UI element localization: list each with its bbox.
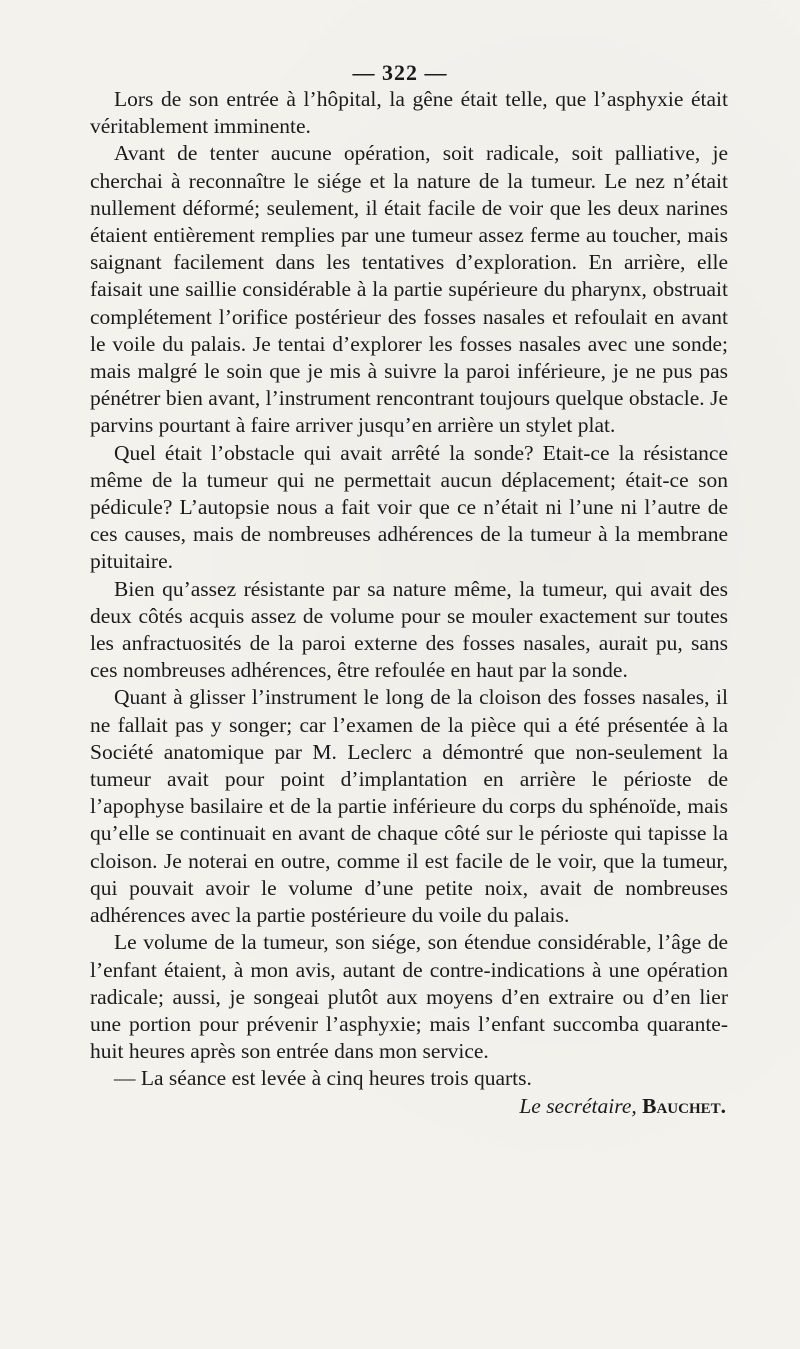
- paragraph-6: Le volume de la tumeur, son siége, son étendue considérable, l’âge de l’enfant étaient, à mon avis, autant de contre-indications à une opération radicale; aussi, je songeai plutôt aux moyens d’en extraire ou d’en lier une portion pour prévenir l’asphyxie; mais l’enfant succomba quarante-huit heures après son entrée dans mon service.: [90, 930, 728, 1064]
- session-closing-line: — La séance est levée à cinq heures trois quarts.: [114, 1066, 532, 1091]
- signature: [90, 1093, 728, 1120]
- paragraph-3: Quel était l’obstacle qui avait arrêté la sonde? Etait-ce la résistance même de la tumeur qui ne permettait aucun déplacement; était-ce son pédicule? L’autopsie nous a fait voir que ce n’était ni l’une ni l’autre de ces causes, mais de nombreuses adhérences de la tumeur à la membrane pituitaire.: [90, 440, 728, 574]
- paragraph-2: Avant de tenter aucune opération, soit radicale, soit palliative, je cherchai à reconnaître le siége et la nature de la tumeur. Le nez n’était nullement déformé; seulement, il était facile de voir que les deux narines étaient entièrement remplies par une tumeur assez ferme au toucher, mais saignant facilement dans les tentatives d’exploration. En arrière, elle faisait une saillie considérable à la partie supérieure du pharynx, obstruait complétement l’orifice postérieur des fosses nasales et refoulait en avant le voile du palais. Je tentai d’explorer les fosses nasales avec une sonde; mais malgré le soin que je mis à suivre la paroi inférieure, je ne pus pas pénétrer bien avant, l’instrument rencontrant toujours quelque obstacle. Je parvins pourtant à faire arriver jusqu’en arrière un stylet plat.: [90, 141, 728, 438]
- paragraph-4: Bien qu’assez résistante par sa nature même, la tumeur, qui avait des deux côtés acquis assez de volume pour se mouler exactement sur toutes les anfractuosités de la paroi externe des fosses nasales, aurait pu, sans ces nombreuses adhérences, être refoulée en haut par la sonde.: [90, 576, 728, 683]
- body-text: [90, 86, 728, 1120]
- paragraph-1: Lors de son entrée à l’hôpital, la gêne était telle, que l’asphyxie était véritablement imminente.: [90, 87, 728, 139]
- paragraph-5: Quant à glisser l’instrument le long de la cloison des fosses nasales, il ne fallait pas y songer; car l’examen de la pièce qui a été présentée à la Société anatomique par M. Leclerc a démontré que non-seulement la tumeur avait pour point d’implantation en arrière le périoste de l’apophyse basilaire et de la partie inférieure du corps du sphénoïde, mais qu’elle se continuait en avant de chaque côté sur le périoste qui tapisse la cloison. Je noterai en outre, comme il est facile de le voir, que la tumeur, qui pouvait avoir le volume d’une petite noix, avait de nombreuses adhérences avec la partie postérieure du voile du palais.: [90, 685, 728, 928]
- signature-name: Bauchet.: [642, 1093, 726, 1118]
- signature-label: Le secrétaire,: [519, 1093, 637, 1118]
- page-number: — 322 —: [352, 60, 448, 85]
